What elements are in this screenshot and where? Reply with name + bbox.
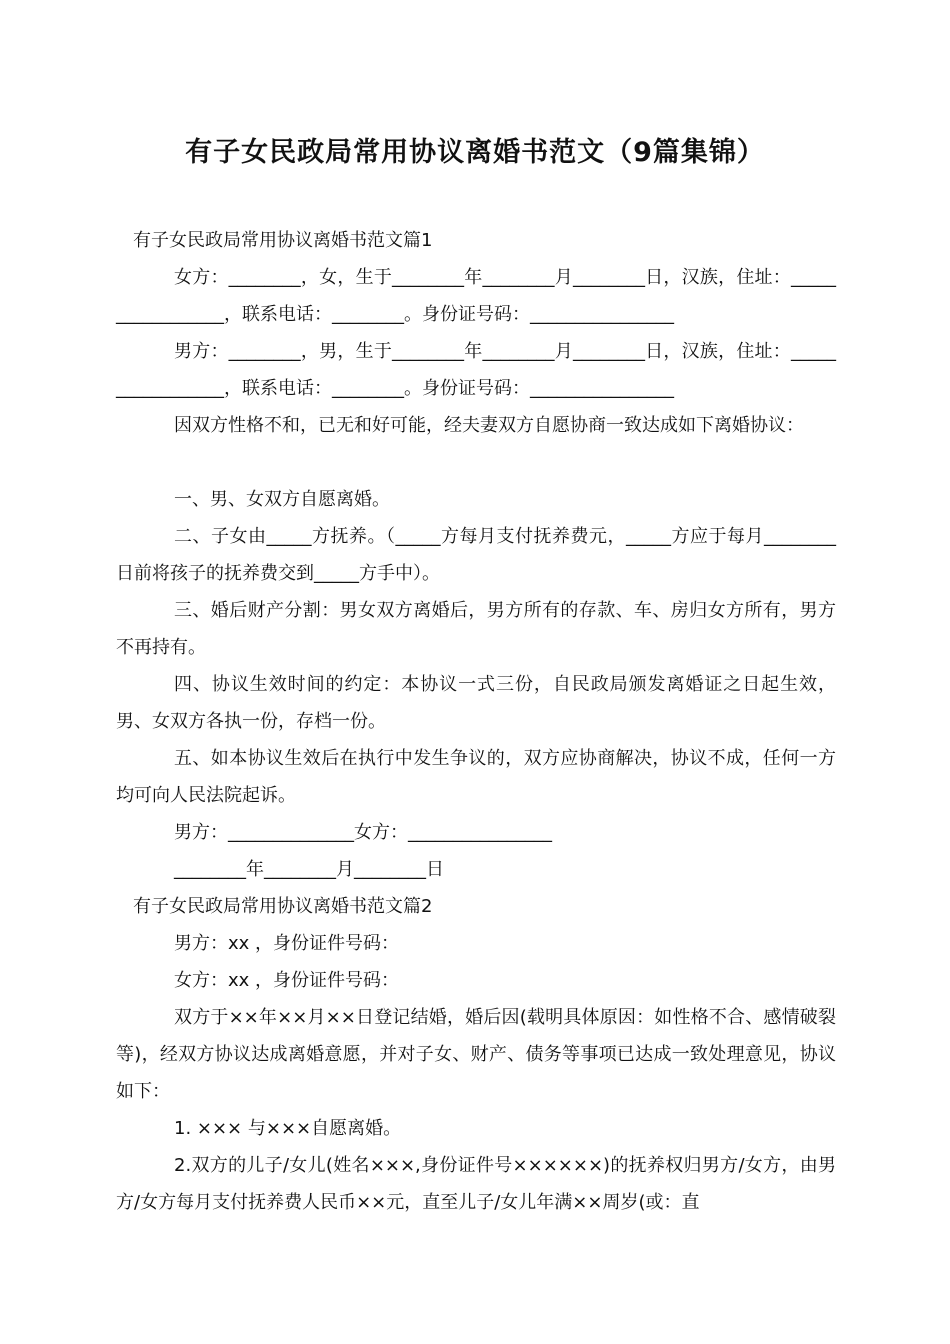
clause-5: 五、如本协议生效后在执行中发生争议的，双方应协商解决，协议不成，任何一方均可向人民法院起诉。 <box>116 748 836 806</box>
woman-info-paragraph: 女方：________，女，生于________年________月________日，汉族，住址：_________________，联系电话：________。身份证号码：________________ <box>116 267 836 325</box>
man-id-line: 男方：xx ，身份证件号码： <box>174 933 400 954</box>
section-1-heading: 有子女民政局常用协议离婚书范文篇1 <box>133 230 433 251</box>
date-line: ________年________月________日 <box>174 859 444 880</box>
marriage-intro: 双方于××年××月××日登记结婚，婚后因(载明具体原因：如性格不合、感情破裂等)，经双方协议达成离婚意愿，并对子女、财产、债务等事项已达成一致处理意见，协议如下： <box>116 1007 836 1102</box>
document-title: 有子女民政局常用协议离婚书范文（9篇集锦） <box>185 137 765 168</box>
man-info-paragraph: 男方：________，男，生于________年________月________日，汉族，住址：_________________，联系电话：________。身份证号码：________________ <box>116 341 836 399</box>
clause-1: 一、男、女双方自愿离婚。 <box>174 489 390 510</box>
paragraph-gap <box>116 444 836 481</box>
clause-4: 四、协议生效时间的约定：本协议一式三份，自民政局颁发离婚证之日起生效，男、女双方各执一份，存档一份。 <box>116 674 836 732</box>
agreement-intro: 因双方性格不和，已无和好可能，经夫妻双方自愿协商一致达成如下离婚协议： <box>174 415 804 436</box>
article-2: 2.双方的儿子/女儿(姓名×××,身份证件号××××××)的抚养权归男方/女方，由男方/女方每月支付抚养费人民币××元，直至儿子/女儿年满××周岁(或：直 <box>116 1155 836 1213</box>
article-1: 1. ××× 与×××自愿离婚。 <box>174 1118 402 1139</box>
woman-id-line: 女方：xx ，身份证件号码： <box>174 970 400 991</box>
clause-3: 三、婚后财产分割：男女双方离婚后，男方所有的存款、车、房归女方所有，男方不再持有。 <box>116 600 836 658</box>
document-body <box>116 222 836 1221</box>
clause-2: 二、子女由_____方抚养。（_____方每月支付抚养费元，_____方应于每月________日前将孩子的抚养费交到_____方手中）。 <box>116 526 836 584</box>
section-2-heading: 有子女民政局常用协议离婚书范文篇2 <box>133 896 433 917</box>
signature-line: 男方：______________女方：________________ <box>174 822 552 843</box>
